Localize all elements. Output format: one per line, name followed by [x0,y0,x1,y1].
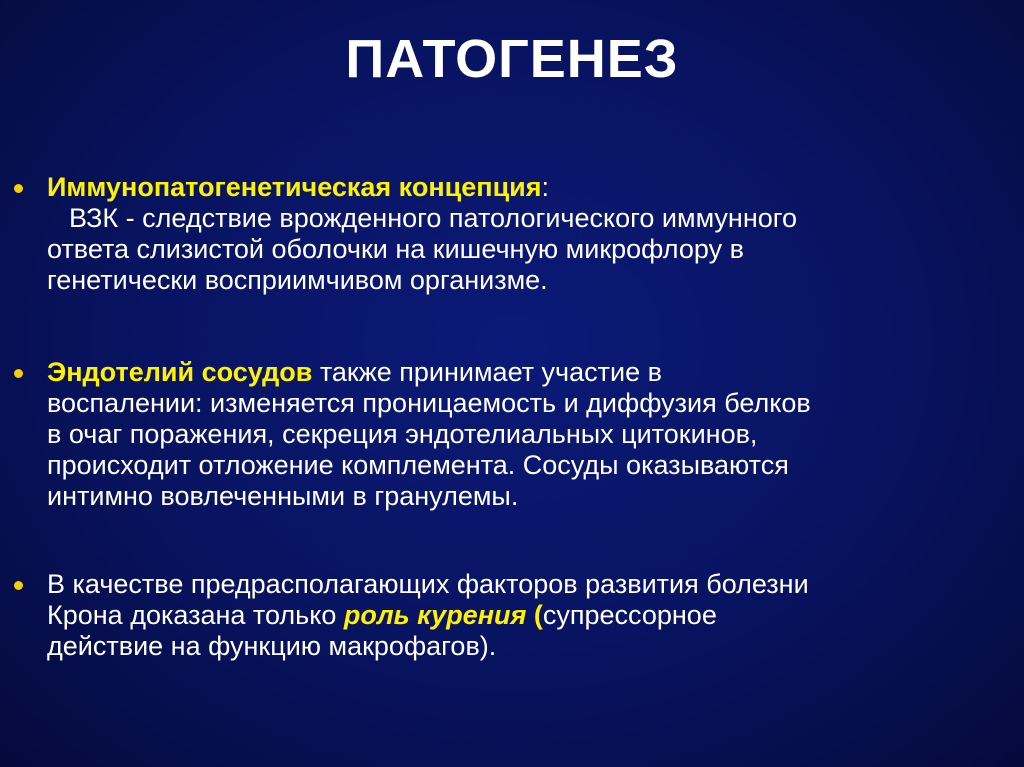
bullet2-line3: в очаг поражения, секреция эндотелиальных цитокинов, [47,419,758,449]
bullet3-line2-end: супрессорное [542,600,717,630]
bullet3-line1: В качестве предрасполагающих факторов развития болезни [47,569,809,599]
bullet3-emphasis: роль курения [343,600,527,630]
bullet3-line2 [47,600,1010,631]
bullet-list [10,172,1010,662]
bullet1-colon: : [541,172,550,202]
bullet2-line4: происходит отложение комплемента. Сосуды оказываются [47,450,789,480]
bullet-dot-icon [14,581,23,590]
slide-title: ПАТОГЕНЕЗ [345,29,679,89]
bullet1-line2: ответа слизистой оболочки на кишечную микрофлору в [47,234,744,264]
bullet1-heading: Иммунопатогенетическая концепция [47,172,542,202]
bullet-predisposing-factors [10,569,1010,662]
bullet-endothelium [10,357,1010,512]
bullet2-heading: Эндотелий сосудов [47,357,313,387]
bullet-dot-icon [14,184,23,193]
bullet3-paren: ( [526,600,543,630]
bullet3-line2-start: Крона доказана только [47,600,344,630]
bullet2-line5: интимно вовлеченными в гранулемы. [47,481,519,511]
bullet1-line3: генетически восприимчивом организме. [47,265,548,295]
bullet3-line3: действие на функцию макрофагов). [47,631,497,661]
bullet-dot-icon [14,369,23,378]
bullet-immunopathogenetic [10,172,1010,296]
bullet1-line1: ВЗК - следствие врожденного патологического иммунного [69,203,798,233]
bullet2-text1: также принимает участие в [312,357,662,387]
bullet1-heading-line [47,172,1010,203]
bullet2-first-line [47,357,1010,388]
bullet2-line2: воспалении: изменяется проницаемость и диффузия белков [47,388,811,418]
